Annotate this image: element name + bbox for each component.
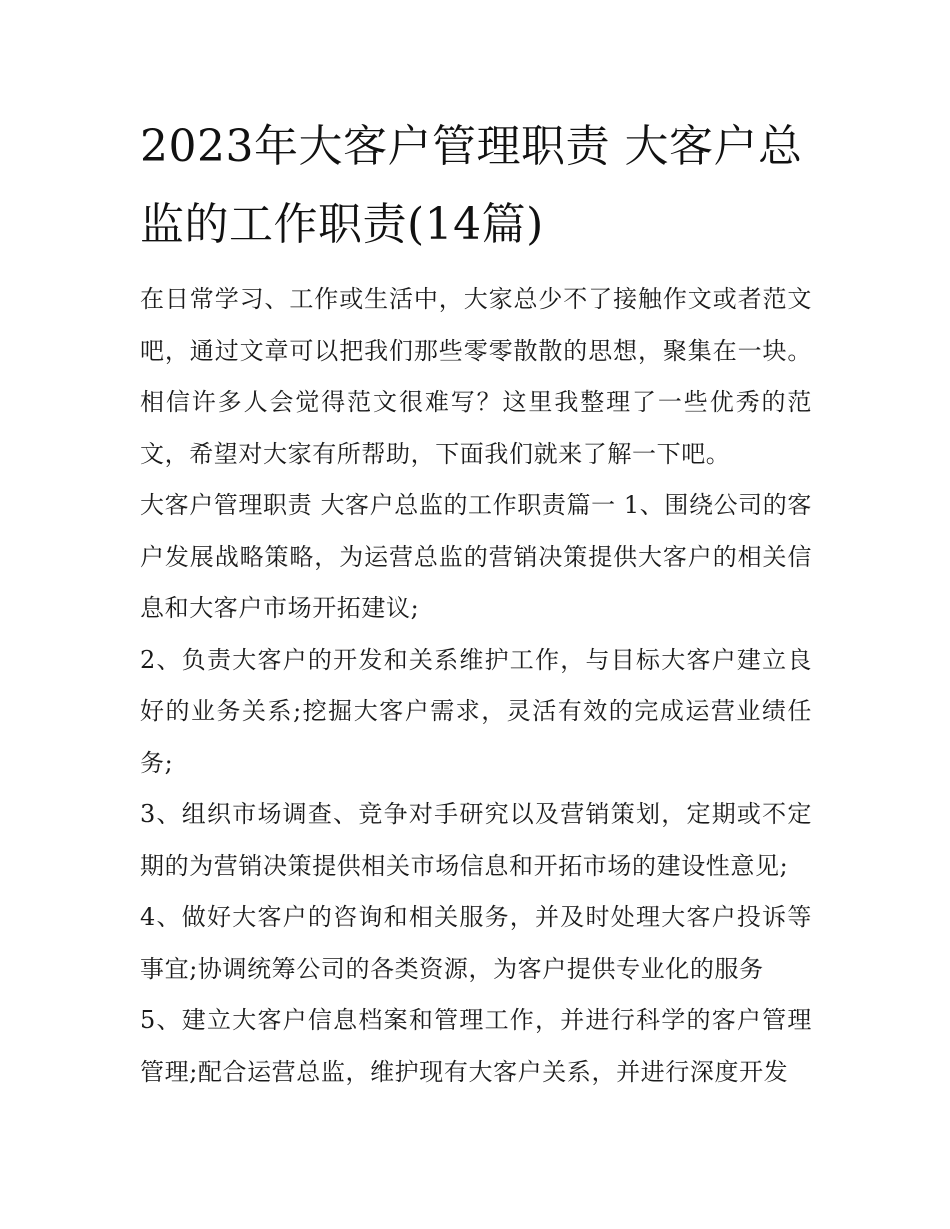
duty-paragraph-2: 2、负责大客户的开发和关系维护工作，与目标大客户建立良好的业务关系;挖掘大客户需求，灵活有效的完成运营业绩任务; bbox=[140, 645, 812, 777]
duty-paragraph-5: 5、建立大客户信息档案和管理工作，并进行科学的客户管理管理;配合运营总监，维护现有大客户关系，并进行深度开发 bbox=[140, 1006, 812, 1086]
intro-paragraph: 在日常学习、工作或生活中，大家总少不了接触作文或者范文吧，通过文章可以把我们那些零零散散的思想，聚集在一块。相信许多人会觉得范文很难写？这里我整理了一些优秀的范文，希望对大家有所帮助，下面我们就来了解一下吧。 bbox=[140, 285, 812, 468]
duty-paragraph-1: 大客户管理职责 大客户总监的工作职责篇一 1、围绕公司的客户发展战略策略，为运营总监的营销决策提供大客户的相关信息和大客户市场开拓建议; bbox=[140, 491, 812, 622]
duty-paragraph-3: 3、组织市场调查、竞争对手研究以及营销策划，定期或不定期的为营销决策提供相关市场信息和开拓市场的建设性意见; bbox=[140, 800, 812, 880]
duty-paragraph-4: 4、做好大客户的咨询和相关服务，并及时处理大客户投诉等事宜;协调统筹公司的各类资源，为客户提供专业化的服务 bbox=[140, 903, 812, 983]
document-title: 2023年大客户管理职责 大客户总监的工作职责(14篇) bbox=[140, 121, 803, 250]
document-body bbox=[140, 108, 812, 1098]
